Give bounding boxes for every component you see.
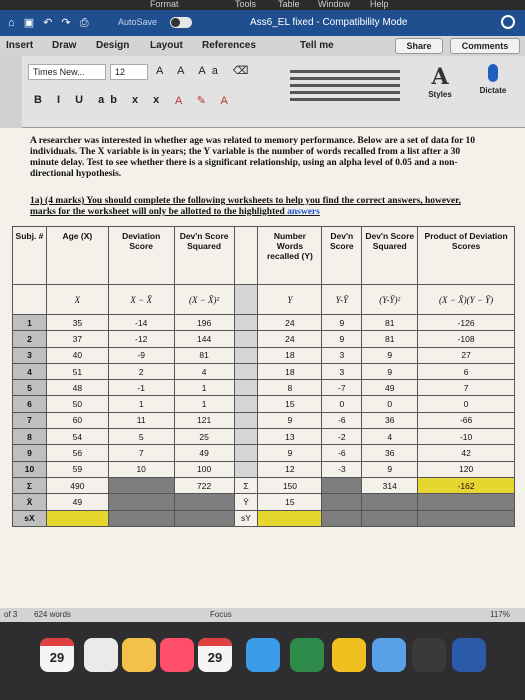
mean-row-cell[interactable]: X̄ <box>13 494 47 510</box>
table-row-cell[interactable]: 7 <box>418 380 515 396</box>
table-row-cell[interactable]: 196 <box>174 315 234 331</box>
paragraph-group[interactable] <box>290 66 400 116</box>
table-row-cell[interactable]: 1 <box>13 315 47 331</box>
table-row-cell[interactable]: 18 <box>258 363 322 379</box>
facetime-app-icon[interactable] <box>290 638 324 672</box>
calendar-app-icon-2[interactable]: 29 <box>198 638 232 672</box>
table-row-cell[interactable]: 59 <box>46 461 108 477</box>
mean-row-cell[interactable]: Ȳ <box>234 494 258 510</box>
ribbon-toolbar <box>0 56 525 128</box>
mean-row-cell[interactable]: 49 <box>46 494 108 510</box>
sum-row-cell[interactable]: 722 <box>174 477 234 493</box>
table-row-cell[interactable]: 27 <box>418 347 515 363</box>
worksheet-table[interactable] <box>12 226 515 527</box>
word-count[interactable]: 624 words <box>34 610 71 619</box>
sum-row <box>13 477 515 493</box>
table-row-cell[interactable]: 2 <box>108 363 174 379</box>
sd-row <box>13 510 515 526</box>
font-size-select[interactable]: 12 <box>110 64 148 80</box>
table-row-cell[interactable]: -9 <box>108 347 174 363</box>
header-row-cell[interactable] <box>234 227 258 285</box>
symbol-row-cell[interactable]: Y <box>258 285 322 315</box>
table-row-cell[interactable]: 7 <box>13 412 47 428</box>
symbol-row-cell[interactable] <box>234 285 258 315</box>
tab-references[interactable]: References <box>202 40 256 51</box>
table-row-cell[interactable]: -1 <box>108 380 174 396</box>
font-size-buttons[interactable]: A A Aa ⌫ <box>156 65 255 77</box>
table-row-cell[interactable]: 60 <box>46 412 108 428</box>
format-buttons[interactable]: B I U ab x x <box>34 94 166 106</box>
search-icon[interactable] <box>501 15 515 29</box>
notes-app-icon[interactable] <box>84 638 118 672</box>
table-row-cell[interactable]: 3 <box>322 363 362 379</box>
symbol-row-cell[interactable]: Y-Ȳ <box>322 285 362 315</box>
ribbon-side-strip <box>0 56 22 128</box>
header-row-cell[interactable]: Dev'n Score <box>322 227 362 285</box>
word-app-icon[interactable] <box>452 638 486 672</box>
table-row-cell[interactable] <box>234 429 258 445</box>
table-row <box>13 315 515 331</box>
table-row <box>13 396 515 412</box>
table-row-cell[interactable]: -10 <box>418 429 515 445</box>
title-bar <box>0 10 525 36</box>
table-row-cell[interactable]: 4 <box>13 363 47 379</box>
table-row <box>13 412 515 428</box>
table-row-cell[interactable]: 10 <box>13 461 47 477</box>
sum-row-cell[interactable]: 490 <box>46 477 108 493</box>
table-row <box>13 331 515 347</box>
sd-row-cell[interactable] <box>258 510 322 526</box>
table-row-cell[interactable] <box>234 363 258 379</box>
table-row-cell[interactable]: 56 <box>46 445 108 461</box>
document-page[interactable] <box>0 128 525 608</box>
tab-layout[interactable]: Layout <box>150 40 183 51</box>
autosave-toggle[interactable] <box>170 17 192 28</box>
table-row-cell[interactable]: 10 <box>108 461 174 477</box>
header-row <box>13 227 515 285</box>
table-row-cell[interactable]: 35 <box>46 315 108 331</box>
menu-format[interactable]: Format <box>150 0 179 9</box>
color-buttons[interactable]: A ✎ A <box>175 95 234 107</box>
table-row-cell[interactable]: 18 <box>258 347 322 363</box>
table-row-cell[interactable]: 121 <box>174 412 234 428</box>
table-row-cell[interactable]: -66 <box>418 412 515 428</box>
table-row-cell[interactable]: 1 <box>174 396 234 412</box>
table-row-cell[interactable]: 42 <box>418 445 515 461</box>
calendar-app-icon[interactable]: 29 <box>40 638 74 672</box>
microphone-icon <box>488 64 498 82</box>
table-row-cell[interactable]: -6 <box>322 445 362 461</box>
table-row-cell[interactable]: 9 <box>362 461 418 477</box>
table-row-cell[interactable]: 4 <box>362 429 418 445</box>
symbol-row-cell[interactable]: (Y-Ȳ)² <box>362 285 418 315</box>
r-app-icon[interactable] <box>412 638 446 672</box>
table-row-cell[interactable]: 9 <box>362 363 418 379</box>
task-paragraph <box>30 196 480 218</box>
sd-row-cell[interactable] <box>362 510 418 526</box>
table-row-cell[interactable]: 0 <box>418 396 515 412</box>
table-row-cell[interactable]: -3 <box>322 461 362 477</box>
font-name-select[interactable]: Times New... <box>28 64 106 80</box>
mean-row <box>13 494 515 510</box>
table-row-cell[interactable]: 6 <box>418 363 515 379</box>
menu-tools[interactable]: Tools <box>235 0 257 9</box>
table-row-cell[interactable]: -7 <box>322 380 362 396</box>
header-row-cell[interactable]: Deviation Score <box>108 227 174 285</box>
header-row-cell[interactable]: Product of Deviation Scores <box>418 227 515 285</box>
dictate-label: Dictate <box>479 86 507 95</box>
table-row-cell[interactable] <box>234 461 258 477</box>
autosave-label: AutoSave <box>118 17 158 27</box>
table-row-cell[interactable] <box>234 396 258 412</box>
header-row-cell[interactable]: Dev'n Score Squared <box>174 227 234 285</box>
table-row-cell[interactable]: 5 <box>108 429 174 445</box>
table-row-cell[interactable]: 0 <box>362 396 418 412</box>
table-row-cell[interactable]: 49 <box>174 445 234 461</box>
header-row-cell[interactable]: Dev'n Score Squared <box>362 227 418 285</box>
ribbon-tabs <box>0 36 525 56</box>
table-row <box>13 461 515 477</box>
table-row-cell[interactable]: 15 <box>258 396 322 412</box>
tell-me-search[interactable]: Tell me <box>300 40 334 51</box>
styles-button[interactable]: A Styles <box>428 64 452 99</box>
table-row-cell[interactable]: 2 <box>13 331 47 347</box>
table-row-cell[interactable] <box>234 347 258 363</box>
table-row-cell[interactable]: 8 <box>13 429 47 445</box>
document-title: Ass6_EL fixed - Compatibility Mode <box>250 17 408 28</box>
table-row-cell[interactable]: 3 <box>13 347 47 363</box>
table-row-cell[interactable] <box>234 380 258 396</box>
zoom-level[interactable]: 117% <box>490 610 510 619</box>
table-row-cell[interactable]: 24 <box>258 315 322 331</box>
table-row-cell[interactable]: 9 <box>13 445 47 461</box>
table-row-cell[interactable] <box>234 412 258 428</box>
table-row-cell[interactable]: -14 <box>108 315 174 331</box>
mean-row-cell[interactable] <box>362 494 418 510</box>
mean-row-cell[interactable] <box>174 494 234 510</box>
menu-help[interactable]: Help <box>370 0 389 9</box>
app-store-icon[interactable] <box>246 638 280 672</box>
table-row-cell[interactable]: 51 <box>46 363 108 379</box>
table-row-cell[interactable] <box>234 315 258 331</box>
symbol-row-cell[interactable]: X − X̄ <box>108 285 174 315</box>
photos-app-icon[interactable] <box>122 638 156 672</box>
table-row-cell[interactable]: 1 <box>174 380 234 396</box>
header-row-cell[interactable]: Age (X) <box>46 227 108 285</box>
table-row-cell[interactable]: 4 <box>174 363 234 379</box>
table-row-cell[interactable]: 13 <box>258 429 322 445</box>
table-row-cell[interactable]: 24 <box>258 331 322 347</box>
table-row-cell[interactable]: 81 <box>362 315 418 331</box>
chrome-app-icon[interactable] <box>332 638 366 672</box>
table-row-cell[interactable]: 120 <box>418 461 515 477</box>
table-row-cell[interactable]: 9 <box>322 315 362 331</box>
share-button[interactable]: Share <box>395 38 443 54</box>
table-row-cell[interactable]: 0 <box>322 396 362 412</box>
sum-row-cell[interactable]: 314 <box>362 477 418 493</box>
table-row-cell[interactable]: 36 <box>362 445 418 461</box>
table-row-cell[interactable]: 144 <box>174 331 234 347</box>
menu-table[interactable]: Table <box>278 0 300 9</box>
sum-row-cell[interactable] <box>322 477 362 493</box>
table-row-cell[interactable]: -2 <box>322 429 362 445</box>
sd-row-cell[interactable] <box>108 510 174 526</box>
header-row-cell[interactable]: Subj. # <box>13 227 47 285</box>
table-row-cell[interactable]: 8 <box>258 380 322 396</box>
symbol-row-cell[interactable] <box>13 285 47 315</box>
table-row-cell[interactable]: 81 <box>362 331 418 347</box>
sd-row-cell[interactable] <box>174 510 234 526</box>
symbol-row <box>13 285 515 315</box>
sum-row-cell[interactable]: 150 <box>258 477 322 493</box>
table-row-cell[interactable]: 9 <box>258 445 322 461</box>
table-row-cell[interactable]: -126 <box>418 315 515 331</box>
styles-label: Styles <box>428 90 452 99</box>
table-row-cell[interactable]: 11 <box>108 412 174 428</box>
settings-app-icon[interactable] <box>372 638 406 672</box>
sum-row-cell[interactable]: Σ <box>13 477 47 493</box>
header-row-cell[interactable]: Number Words recalled (Y) <box>258 227 322 285</box>
table-row-cell[interactable]: 25 <box>174 429 234 445</box>
sd-row-cell[interactable]: sX <box>13 510 47 526</box>
table-row-cell[interactable]: 9 <box>362 347 418 363</box>
table-row-cell[interactable]: 3 <box>322 347 362 363</box>
status-bar <box>0 608 525 622</box>
table-row-cell[interactable]: 6 <box>13 396 47 412</box>
mean-row-cell[interactable] <box>418 494 515 510</box>
table-row-cell[interactable]: -108 <box>418 331 515 347</box>
table-row-cell[interactable]: -12 <box>108 331 174 347</box>
mean-row-cell[interactable] <box>108 494 174 510</box>
dictate-button[interactable] <box>468 64 518 95</box>
sd-row-cell[interactable] <box>418 510 515 526</box>
sum-row-cell[interactable]: Σ <box>234 477 258 493</box>
table-row <box>13 429 515 445</box>
mac-dock <box>0 622 525 700</box>
sd-row-cell[interactable]: sY <box>234 510 258 526</box>
table-row-cell[interactable]: 48 <box>46 380 108 396</box>
table-row-cell[interactable] <box>234 331 258 347</box>
symbol-row-cell[interactable]: (X − X̄)² <box>174 285 234 315</box>
table-row-cell[interactable]: 5 <box>13 380 47 396</box>
table-row-cell[interactable]: 1 <box>108 396 174 412</box>
table-row-cell[interactable]: 40 <box>46 347 108 363</box>
sd-row-cell[interactable] <box>46 510 108 526</box>
page-count: of 3 <box>4 610 18 619</box>
quick-access-icons[interactable]: ⌂ ▣ ↶ ↷ ⎙ <box>8 17 92 29</box>
table-row-cell[interactable]: 9 <box>258 412 322 428</box>
table-row-cell[interactable]: 37 <box>46 331 108 347</box>
sum-row-cell[interactable] <box>108 477 174 493</box>
symbol-row-cell[interactable]: (X − X̄)(Y − Ȳ) <box>418 285 515 315</box>
sum-row-cell[interactable]: -162 <box>418 477 515 493</box>
table-row-cell[interactable]: 9 <box>322 331 362 347</box>
table-row-cell[interactable]: 49 <box>362 380 418 396</box>
table-row-cell[interactable]: 12 <box>258 461 322 477</box>
intro-paragraph: A researcher was interested in whether age was related to memory performance. Below are a set of data for 10 individuals. The X variable is in years; the Y variable is the number of words recalled from a list after a 30 minute delay. Test to see whether there is a significant relationship, using an alpha level of 0.05 and a non-directional hypothesis. <box>30 136 475 179</box>
table-row <box>13 347 515 363</box>
table-row-cell[interactable]: 81 <box>174 347 234 363</box>
tab-design[interactable]: Design <box>96 40 130 51</box>
music-app-icon[interactable] <box>160 638 194 672</box>
table-row-cell[interactable] <box>234 445 258 461</box>
symbol-row-cell[interactable]: X <box>46 285 108 315</box>
table-row-cell[interactable]: 54 <box>46 429 108 445</box>
sd-row-cell[interactable] <box>322 510 362 526</box>
mean-row-cell[interactable]: 15 <box>258 494 322 510</box>
mac-menu-bar <box>0 0 525 10</box>
table-row-cell[interactable]: -6 <box>322 412 362 428</box>
tab-insert[interactable]: Insert <box>6 40 34 51</box>
tab-draw[interactable]: Draw <box>52 40 77 51</box>
task-text: 1a) (4 marks) You should complete the following worksheets to help you find the correct answers, however, marks for the worksheet will only be allotted to the highlighted <box>30 196 461 217</box>
table-row <box>13 380 515 396</box>
focus-button[interactable]: Focus <box>210 610 232 619</box>
table-row-cell[interactable]: 50 <box>46 396 108 412</box>
mean-row-cell[interactable] <box>322 494 362 510</box>
table-row-cell[interactable]: 7 <box>108 445 174 461</box>
table-row-cell[interactable]: 100 <box>174 461 234 477</box>
table-row <box>13 445 515 461</box>
table-row-cell[interactable]: 36 <box>362 412 418 428</box>
table-row <box>13 363 515 379</box>
comments-button[interactable]: Comments <box>450 38 520 54</box>
task-highlight-word: answers <box>287 207 320 217</box>
menu-window[interactable]: Window <box>318 0 351 9</box>
